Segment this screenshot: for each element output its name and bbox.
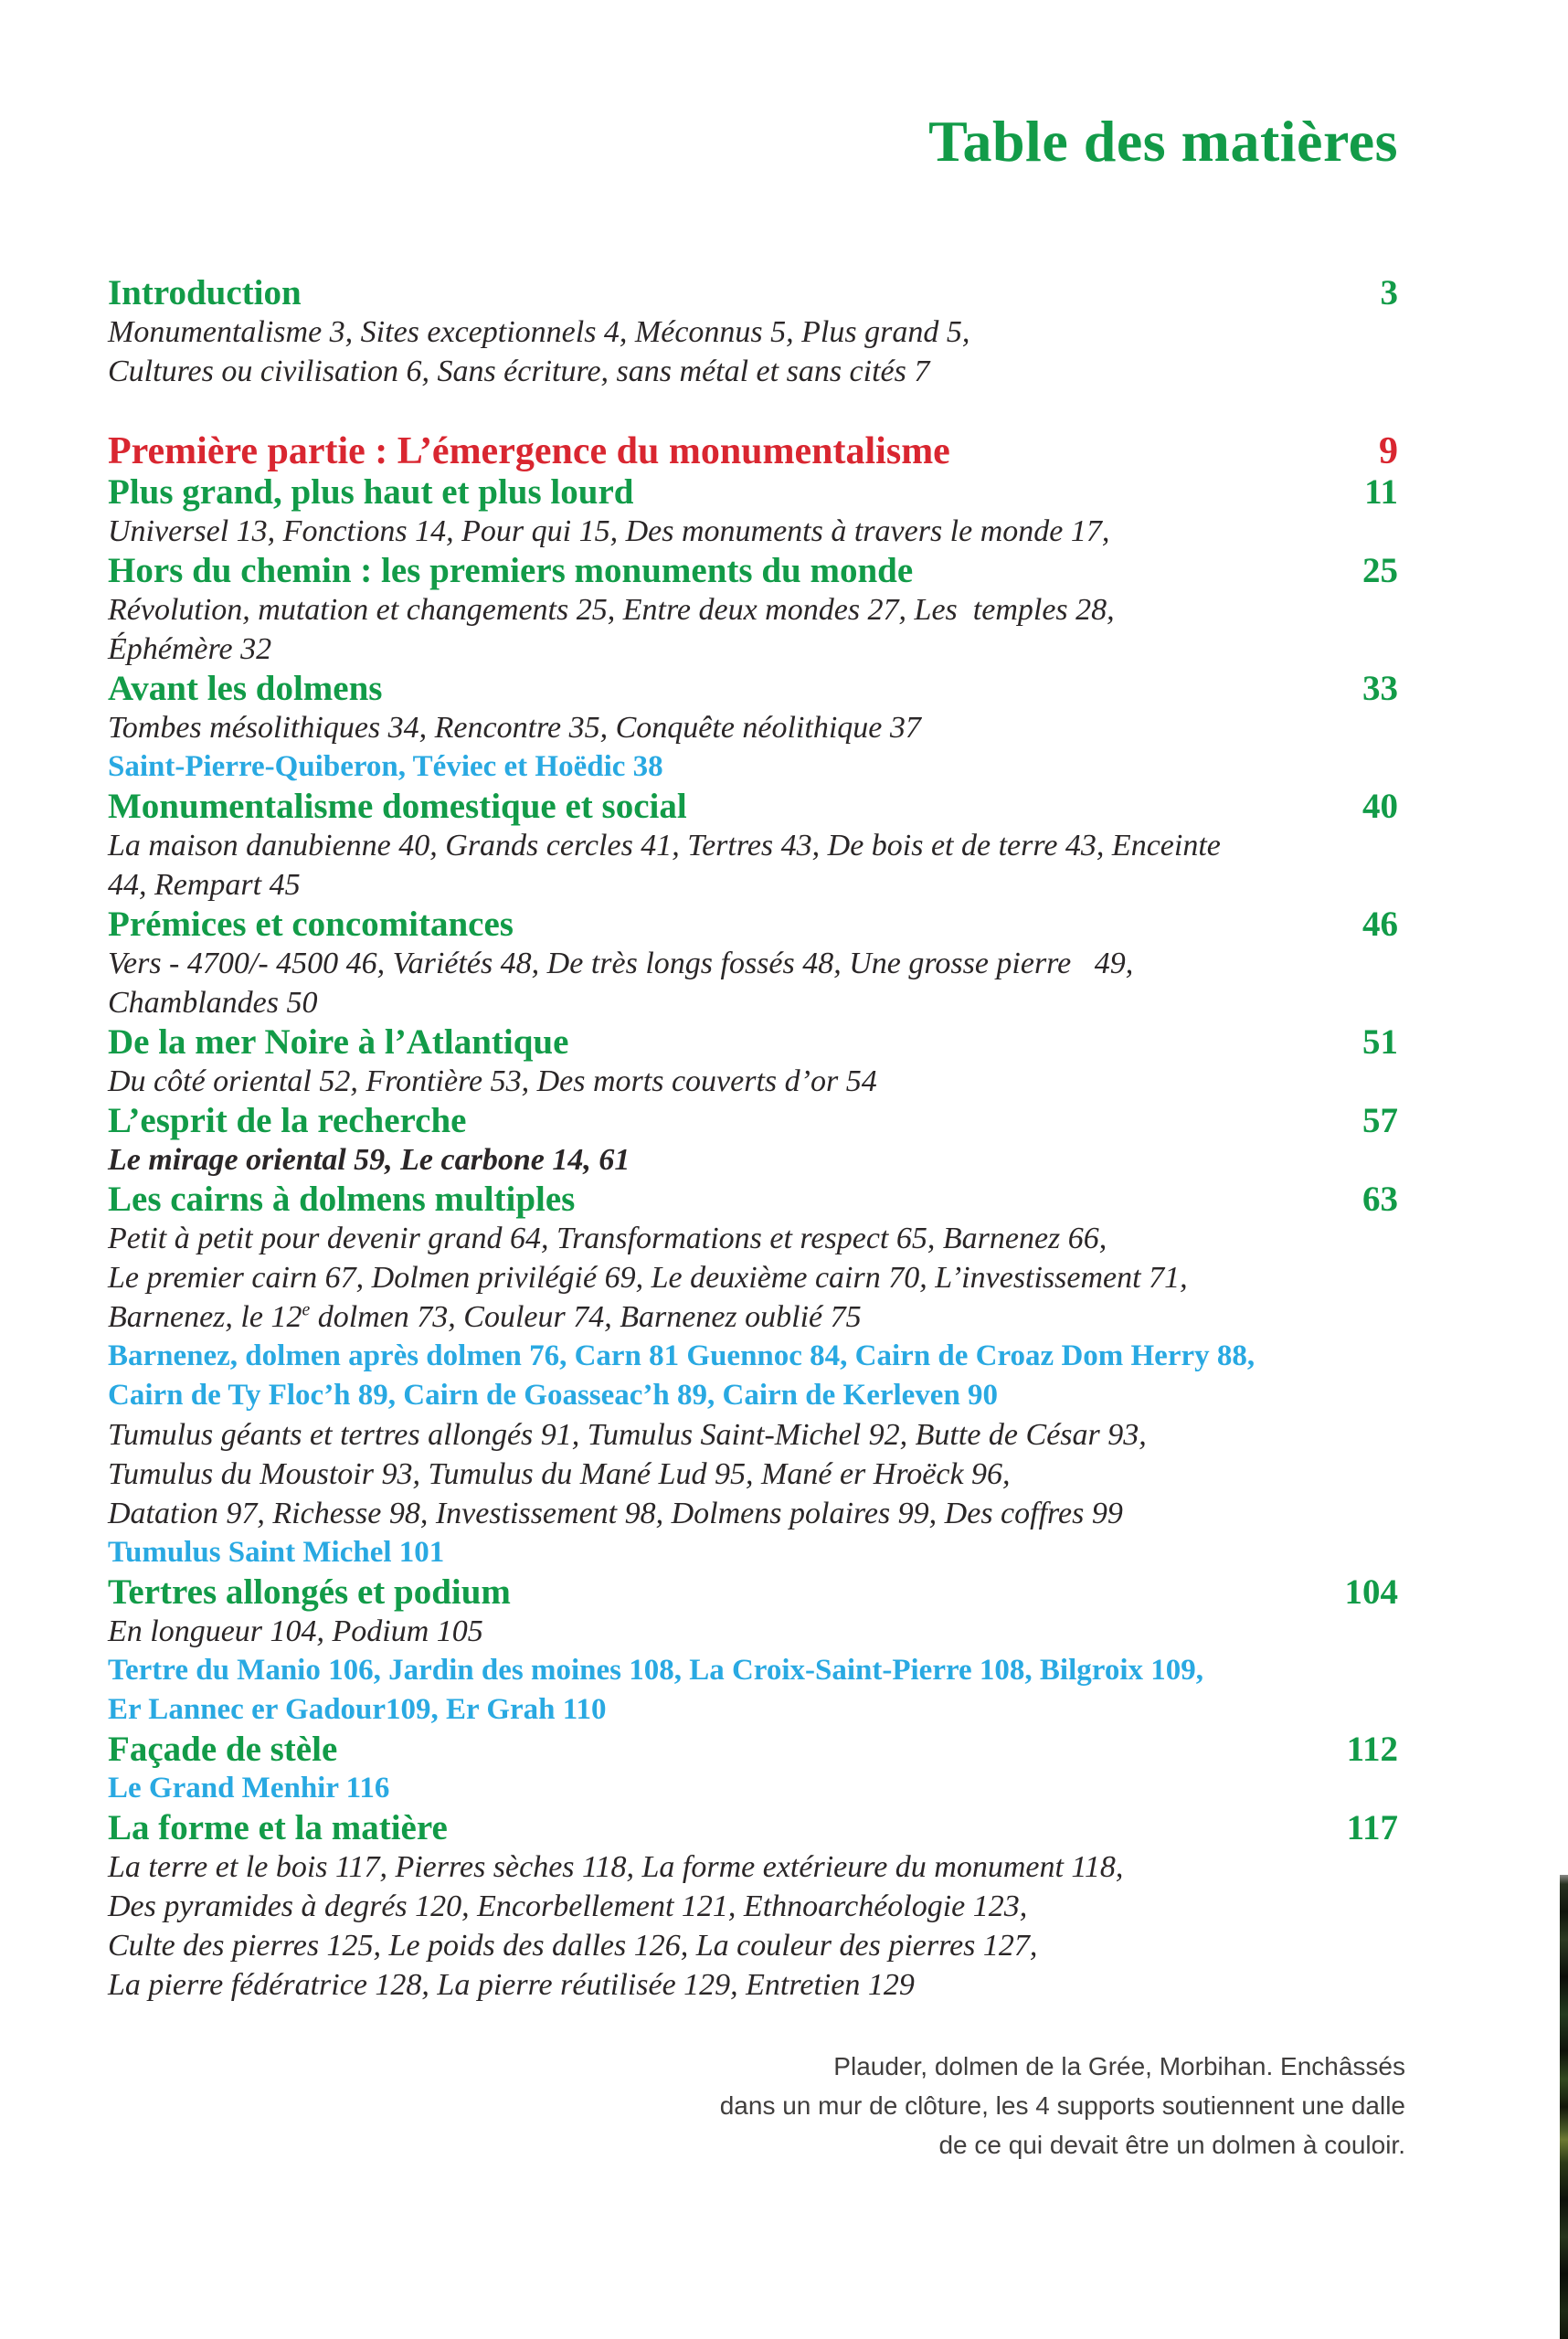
toc-topic-line [108, 1415, 1398, 1455]
toc-section-heading [108, 273, 1398, 312]
toc-topic-line [108, 1258, 1398, 1297]
toc-topic-line [108, 1219, 1398, 1258]
page-number: 25 [1362, 551, 1398, 590]
toc-topic-line [108, 983, 1398, 1022]
entry-text: Cultures ou civilisation 6, Sans écriture, sans métal et sans cités 7 [108, 355, 930, 388]
toc-site-line [108, 747, 1398, 787]
entry-text: En longueur 104, Podium 105 [108, 1614, 483, 1648]
entry-text: Première partie : L’émergence du monumentalisme [108, 430, 950, 472]
entry-text: Barnenez, le 12e dolmen 73, Couleur 74, Barnenez oublié 75 [108, 1299, 862, 1334]
toc-section-heading [108, 1808, 1398, 1847]
entry-text: Monumentalisme 3, Sites exceptionnels 4, Méconnus 5, Plus grand 5, [108, 315, 970, 349]
photo-caption-line: de ce qui devait être un dolmen à couloir. [938, 2131, 1405, 2159]
facing-page-photo-edge [1560, 1875, 1568, 2339]
entry-text: Datation 97, Richesse 98, Investissement 98, Dolmens polaires 99, Des coffres 99 [108, 1497, 1123, 1530]
toc-topic-line [108, 944, 1398, 983]
toc-topic-line [108, 1965, 1398, 2005]
table-of-contents [108, 273, 1398, 2005]
toc-topic-line [108, 512, 1398, 551]
entry-text: Du côté oriental 52, Frontière 53, Des morts couverts d’or 54 [108, 1064, 877, 1098]
toc-section-heading [108, 1730, 1398, 1769]
page-number: 104 [1344, 1572, 1398, 1612]
page-number: 11 [1364, 472, 1398, 512]
entry-text: De la mer Noire à l’Atlantique [108, 1022, 569, 1062]
toc-site-line [108, 1651, 1398, 1690]
toc-topic-line [108, 312, 1398, 352]
toc-section-heading [108, 787, 1398, 826]
entry-text: Petit à petit pour devenir grand 64, Transformations et respect 65, Barnenez 66, [108, 1222, 1107, 1255]
entry-text: Tertres allongés et podium [108, 1572, 511, 1612]
page-title: Table des matières [928, 109, 1398, 174]
entry-text: Le mirage oriental 59, Le carbone 14, 61 [108, 1143, 630, 1177]
entry-text: Tumulus géants et tertres allongés 91, Tumulus Saint-Michel 92, Butte de César 93, [108, 1418, 1147, 1452]
toc-section-heading [108, 1572, 1398, 1612]
toc-site-line [108, 1769, 1398, 1808]
toc-topic-line [108, 1926, 1398, 1965]
page-number: 33 [1362, 669, 1398, 708]
entry-text: Façade de stèle [108, 1730, 338, 1769]
toc-topic-line-bold [108, 1140, 1398, 1180]
entry-text: Des pyramides à degrés 120, Encorbellement 121, Ethnoarchéologie 123, [108, 1889, 1028, 1923]
page-number: 46 [1362, 905, 1398, 944]
entry-text: 44, Rempart 45 [108, 868, 301, 902]
toc-topic-line [108, 1297, 1398, 1337]
entry-text: Monumentalisme domestique et social [108, 787, 687, 826]
toc-topic-line [108, 1062, 1398, 1101]
entry-text: Révolution, mutation et changements 25, Entre deux mondes 27, Les temples 28, [108, 593, 1115, 627]
toc-site-line [108, 1376, 1398, 1415]
entry-text: Tumulus Saint Michel 101 [108, 1536, 445, 1569]
toc-site-line [108, 1690, 1398, 1730]
page-number: 3 [1380, 273, 1398, 312]
entry-text: Introduction [108, 273, 302, 312]
entry-text: Le premier cairn 67, Dolmen privilégié 69, Le deuxième cairn 70, L’investissement 71, [108, 1261, 1188, 1295]
toc-part-heading [108, 430, 1398, 472]
entry-text: Éphémère 32 [108, 632, 272, 666]
entry-text: Le Grand Menhir 116 [108, 1772, 390, 1805]
toc-topic-line [108, 352, 1398, 391]
entry-text: L’esprit de la recherche [108, 1101, 467, 1140]
entry-text: Tombes mésolithiques 34, Rencontre 35, Conquête néolithique 37 [108, 711, 921, 745]
toc-section-heading [108, 1101, 1398, 1140]
toc-topic-line [108, 708, 1398, 747]
page-number: 117 [1346, 1808, 1398, 1847]
entry-text: Culte des pierres 125, Le poids des dalles 126, La couleur des pierres 127, [108, 1929, 1038, 1963]
entry-text: Tertre du Manio 106, Jardin des moines 108, La Croix-Saint-Pierre 108, Bilgroix 109, [108, 1654, 1203, 1687]
photo-caption-line: dans un mur de clôture, les 4 supports soutiennent une dalle [719, 2091, 1405, 2120]
page-number: 112 [1346, 1730, 1398, 1769]
toc-topic-line [108, 865, 1398, 905]
toc-site-line [108, 1337, 1398, 1376]
entry-text: La pierre fédératrice 128, La pierre réutilisée 129, Entretien 129 [108, 1968, 915, 2002]
ordinal-superscript: e [302, 1299, 311, 1320]
toc-topic-line [108, 1494, 1398, 1533]
entry-text: La maison danubienne 40, Grands cercles 41, Tertres 43, De bois et de terre 43, Enceinte [108, 829, 1221, 863]
page-number: 57 [1362, 1101, 1398, 1140]
toc-section-heading [108, 1022, 1398, 1062]
entry-text: Chamblandes 50 [108, 986, 318, 1020]
page-number: 9 [1379, 430, 1398, 472]
toc-section-heading [108, 905, 1398, 944]
toc-topic-line [108, 826, 1398, 865]
page-number: 63 [1362, 1180, 1398, 1219]
entry-text: La forme et la matière [108, 1808, 448, 1847]
toc-site-line [108, 1533, 1398, 1572]
entry-text: Barnenez, dolmen après dolmen 76, Carn 81 Guennoc 84, Cairn de Croaz Dom Herry 88, [108, 1339, 1255, 1372]
toc-topic-line [108, 1612, 1398, 1651]
photo-caption [510, 2047, 1405, 2164]
entry-text: Les cairns à dolmens multiples [108, 1180, 576, 1219]
entry-text: Er Lannec er Gadour109, Er Grah 110 [108, 1693, 607, 1726]
entry-text: Tumulus du Moustoir 93, Tumulus du Mané Lud 95, Mané er Hroëck 96, [108, 1457, 1011, 1491]
toc-topic-line [108, 1887, 1398, 1926]
toc-section-heading [108, 669, 1398, 708]
entry-text: Cairn de Ty Floc’h 89, Cairn de Goasseac’h 89, Cairn de Kerleven 90 [108, 1379, 999, 1412]
toc-topic-line [108, 1847, 1398, 1887]
entry-text: Universel 13, Fonctions 14, Pour qui 15, Des monuments à travers le monde 17, [108, 514, 1110, 548]
toc-topic-line [108, 1455, 1398, 1494]
toc-section-heading [108, 551, 1398, 590]
entry-text: La terre et le bois 117, Pierres sèches 118, La forme extérieure du monument 118, [108, 1850, 1124, 1884]
page-number: 40 [1362, 787, 1398, 826]
entry-text: Vers - 4700/- 4500 46, Variétés 48, De très longs fossés 48, Une grosse pierre 49, [108, 947, 1134, 980]
entry-text: Prémices et concomitances [108, 905, 514, 944]
toc-topic-line [108, 590, 1398, 630]
entry-text: Avant les dolmens [108, 669, 383, 708]
toc-section-heading [108, 1180, 1398, 1219]
page-number: 51 [1362, 1022, 1398, 1062]
entry-text: Plus grand, plus haut et plus lourd [108, 472, 634, 512]
entry-text: Saint-Pierre-Quiberon, Téviec et Hoëdic 38 [108, 750, 663, 783]
toc-topic-line [108, 630, 1398, 669]
toc-section-heading [108, 472, 1398, 512]
photo-caption-line: Plauder, dolmen de la Grée, Morbihan. Enchâssés [833, 2052, 1405, 2080]
entry-text: Hors du chemin : les premiers monuments du monde [108, 551, 914, 590]
